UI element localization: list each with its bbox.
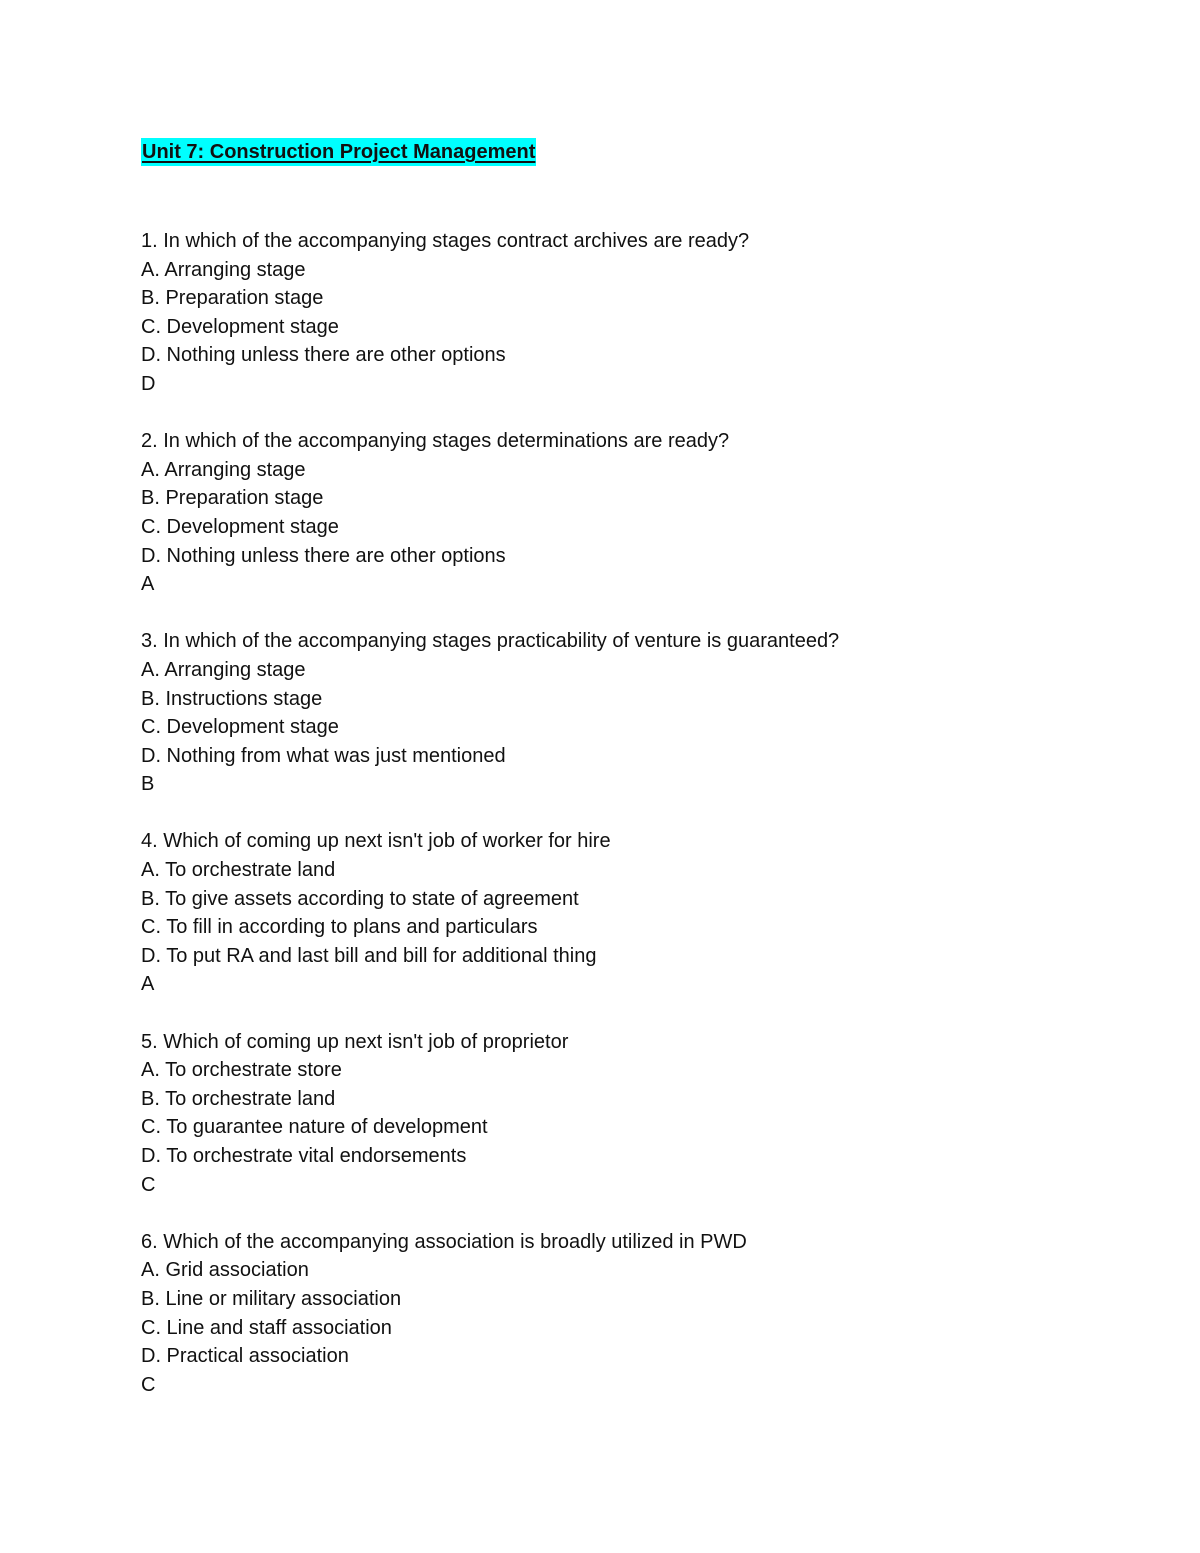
option-a: A. Arranging stage (141, 658, 306, 681)
option-b: B. Instructions stage (141, 687, 323, 710)
answer: B (141, 773, 155, 796)
question-block-1 (141, 227, 1141, 399)
option-b: B. To orchestrate land (141, 1087, 336, 1110)
unit-title: Unit 7: Construction Project Management (141, 138, 536, 166)
option-d: D. Nothing from what was just mentioned (141, 744, 506, 767)
answer: A (141, 573, 155, 596)
question-block-4 (141, 827, 1141, 999)
option-a: A. To orchestrate land (141, 859, 336, 882)
option-a: A. Arranging stage (141, 458, 306, 481)
option-c: C. Line and staff association (141, 1316, 392, 1339)
option-c: C. To guarantee nature of development (141, 1116, 488, 1139)
question-block-5 (141, 1028, 1141, 1200)
option-d: D. Nothing unless there are other options (141, 544, 506, 567)
option-c: C. Development stage (141, 515, 339, 538)
question-stem: 2. In which of the accompanying stages determinations are ready? (141, 430, 730, 453)
option-a: A. To orchestrate store (141, 1059, 342, 1082)
answer: C (141, 1373, 156, 1396)
question-stem: 6. Which of the accompanying association is broadly utilized in PWD (141, 1230, 747, 1253)
question-block-3 (141, 627, 1141, 799)
option-c: C. To fill in according to plans and particulars (141, 916, 538, 939)
answer: C (141, 1173, 156, 1196)
option-c: C. Development stage (141, 716, 339, 739)
option-a: A. Arranging stage (141, 258, 306, 281)
question-block-6 (141, 1228, 1141, 1400)
answer: D (141, 372, 156, 395)
question-stem: 3. In which of the accompanying stages practicability of venture is guaranteed? (141, 630, 840, 653)
question-block-2 (141, 427, 1141, 599)
option-b: B. To give assets according to state of agreement (141, 887, 579, 910)
question-stem: 5. Which of coming up next isn't job of proprietor (141, 1030, 569, 1053)
answer: A (141, 973, 155, 996)
option-c: C. Development stage (141, 315, 339, 338)
option-b: B. Preparation stage (141, 287, 324, 310)
option-d: D. Practical association (141, 1345, 349, 1368)
question-list (141, 227, 1141, 1399)
option-b: B. Line or military association (141, 1287, 402, 1310)
document-page (141, 138, 1141, 1428)
option-d: D. To put RA and last bill and bill for additional thing (141, 944, 597, 967)
question-stem: 4. Which of coming up next isn't job of worker for hire (141, 830, 611, 853)
option-d: D. Nothing unless there are other options (141, 344, 506, 367)
option-a: A. Grid association (141, 1259, 309, 1282)
question-stem: 1. In which of the accompanying stages contract archives are ready? (141, 230, 750, 252)
option-d: D. To orchestrate vital endorsements (141, 1145, 467, 1167)
option-b: B. Preparation stage (141, 487, 324, 510)
